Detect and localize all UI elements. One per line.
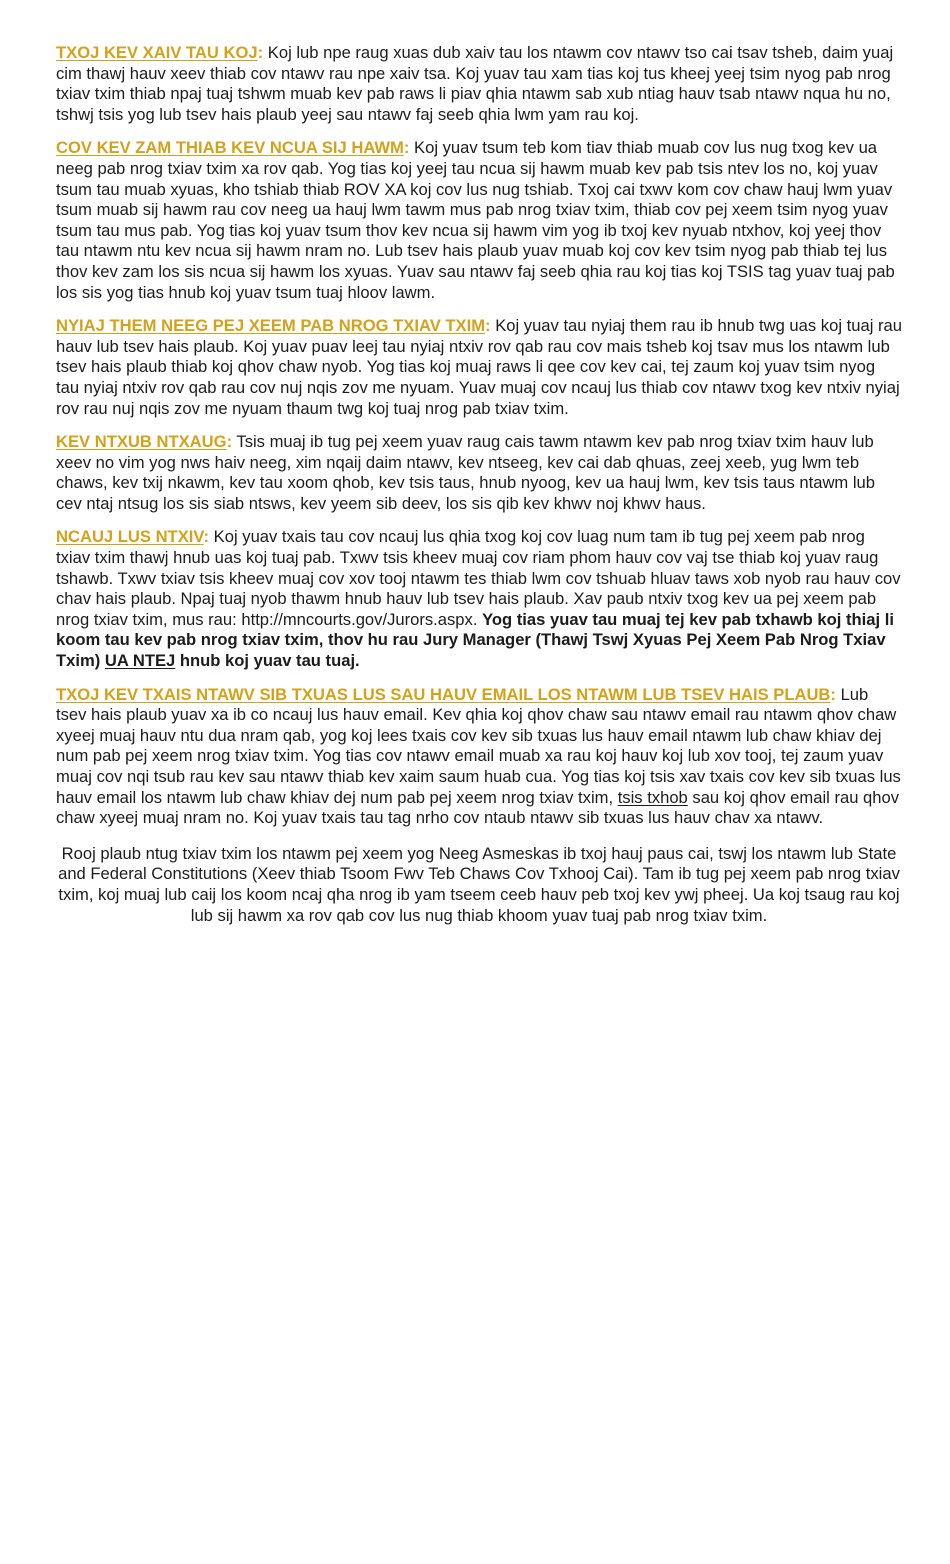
section-body: Koj yuav tsum teb kom tiav thiab muab cov lus nug txog kev ua neeg pab nrog txiav txim xa rov qab. Yog tias koj yeej tau ncua sij hawm muab kev pab tsis ntev los no, koj yuav tsum tau muab xyuas, kho tshiab thiab ROV XA koj cov lus nug tshiab. Txoj cai txwv kom cov chaw hauj lwm yuav tsum muab sij hawm rau cov neeg ua hauj lwm tawm mus pab nrog txiav txim, thiab cov pej xeem tsim nyog yuav tsum tau mus pab. Yog tias koj yuav tsum thov kev ncua sij hawm vim yog ib txoj kev nyuab ntxhov, koj yeej thov tau ntawm ntu kev ncua sij hawm nram no. Lub tsev hais plaub yuav muab koj cov kev tsim nyog pab thiab tej lus thov kev zam los sis ncua sij hawm los xyuas. Yuav sau ntawv faj seeb qhia rau koj tias koj TSIS tag yuav tuaj pab los sis yog tias hnub koj yuav tsum tuaj hloov lawm. xyxy=(56,138,895,302)
heading-colon: : xyxy=(403,138,410,158)
heading-colon: : xyxy=(830,684,836,704)
section-heading: NCAUJ LUS NTXIV xyxy=(56,527,204,547)
section-more-info xyxy=(56,527,902,671)
section-selection xyxy=(56,43,902,125)
section-email xyxy=(56,685,902,829)
heading-colon: : xyxy=(226,432,233,452)
section-body: Lub tsev hais plaub yuav xa ib co ncauj lus hauv email. Kev qhia koj qhov chaw sau ntawv email rau ntawm qhov chaw xyeej muaj hauv ntu dua nram qab, yog koj lees txais cov kev sib txuas lus hauv email ntawm lub chaw khiav dej num pab pej xeem nrog txiav txim. Yog tias cov ntawv email muab xa rau koj hauv koj lub xov tooj, tej zaum yuav muaj cov nqi tsub rau kev sau ntawv thiab kev xaim saum huab cua. Yog tias koj tsis xav txais cov kev sib txuas lus hauv email los ntawm lub chaw khiav dej num pab pej xeem nrog txiav txim, xyxy=(56,684,901,807)
heading-colon: : xyxy=(257,43,264,62)
accommodation-notice-tail: hnub koj yuav tau tuaj. xyxy=(175,651,360,671)
section-heading: KEV NTXUB NTXAUG xyxy=(56,432,227,452)
section-juror-pay xyxy=(56,316,902,419)
section-discrimination xyxy=(56,432,902,514)
section-body: Koj yuav txais tau cov ncauj lus qhia txog koj cov luag num tam ib tug pej xeem pab nrog txiav txim thawj hnub uas koj tuaj pab. Txwv tsis kheev muaj cov riam phom hauv cov vaj tse thiab koj yuav raug tshawb. Txwv txiav tsis kheev muaj cov xov tooj ntawm tes thiab lwm cov tshuab hluav taws xob nyob rau hauv cov chav hais plaub. Npaj tuaj nyob thawm hnub hauv lub tsev hais plaub. Xav paub ntxiv txog kev ua pej xeem pab nrog txiav txim, mus rau: http://mncourts.gov/Jurors.aspx. xyxy=(56,527,901,629)
before-emphasis: UA NTEJ xyxy=(104,651,176,671)
section-heading: TXOJ KEV XAIV TAU KOJ xyxy=(56,43,258,62)
heading-colon: : xyxy=(485,316,491,336)
section-exemptions xyxy=(56,138,902,303)
section-body: Koj yuav tau nyiaj them rau ib hnub twg uas koj tuaj rau hauv lub tsev hais plaub. Koj yuav puav leej tau nyiaj ntxiv rov qab rau cov mais tsheb koj tsav mus los ntawm lub tsev hais plaub thiab koj qhov chaw nyob. Yog tias koj muaj raws li qee cov kev cai, tej zaum koj yuav tsim nyog tau nyiaj ntxiv rov qab rau cov nuj nqis zov me nyuam. Yuav muaj cov ncauj lus thiab cov ntawv txog kev ntxiv nyiaj rov rau nuj nqis zov me nyuam thaum twg koj tuaj nrog pab txiav txim. xyxy=(56,316,902,418)
section-body: Tsis muaj ib tug pej xeem yuav raug cais tawm ntawm kev pab nrog txiav txim hauv lub xeev no vim yog nws haiv neeg, xim nqaij daim ntawv, kev ntseeg, kev cai dab qhuas, zeej xeeb, yug lwm teb chaws, kev txij nkawm, kev tau xoom qhob, kev tsis taus, hnub nyoog, kev ua hauj lwm, kev tsis taus ntawm lub cev ntaj ntsug los sis siab ntsws, kev yeem sib deev, los sis qib kev khwv noj khwv haus. xyxy=(56,432,876,513)
section-body-tail: sau koj qhov email rau qhov chaw xyeej muaj nram no. Koj yuav txais tau tag nrho cov ntaub ntawv sib txuas lus hauv chav xa ntawv. xyxy=(56,787,900,828)
section-heading: NYIAJ THEM NEEG PEJ XEEM PAB NROG TXIAV TXIM xyxy=(56,316,486,336)
accommodation-notice: Yog tias yuav tau muaj tej kev pab txhawb koj thiaj li koom tau kev pab nrog txiav txim, thov hu rau Jury Manager (Thawj Tswj Xyuas Pej Xeem Pab Nrog Txiav Txim) xyxy=(56,609,894,671)
section-heading: TXOJ KEV TXAIS NTAWV SIB TXUAS LUS SAU HAUV EMAIL LOS NTAWM LUB TSEV HAIS PLAUB xyxy=(56,684,831,704)
section-heading: COV KEV ZAM THIAB KEV NCUA SIJ HAWM xyxy=(56,138,404,158)
closing-paragraph: Rooj plaub ntug txiav txim los ntawm pej xeem yog Neeg Asmeskas ib txoj hauj paus cai, tswj los ntawm lub State and Federal Constitutions (Xeev thiab Tsoom Fwv Teb Chaws Cov Txhooj Cai). Tam ib tug pej xeem pab nrog txiav txim, koj muaj lub caij los koom ncaj qha nrog ib yam tseem ceeb hauv peb txoj kev ywj pheej. Ua koj tsaug rau koj lub sij hawm xa rov qab cov lus nug thiab khoom yuav tuaj pab nrog txiav txim. xyxy=(58,843,900,925)
juror-info-document xyxy=(56,43,902,939)
heading-colon: : xyxy=(203,527,210,547)
do-not-emphasis: tsis txhob xyxy=(617,787,688,807)
section-body: Koj lub npe raug xuas dub xaiv tau los ntawm cov ntawv tso cai tsav tsheb, daim yuaj cim thawj hauv xeev thiab cov ntawv rau npe xaiv tsa. Koj yuav tau xam tias koj tus kheej yeej tsim nyog pab nrog txiav txim thiab npaj tuaj tshwm muab kev pab raws li piav qhia ntawm sab xub ntiag hauv tsab ntawv nqua hu no, tshwj tsis yog lub tsev hais plaub yeej sau ntawv faj seeb qhia lwm yam rau koj. xyxy=(56,43,894,124)
